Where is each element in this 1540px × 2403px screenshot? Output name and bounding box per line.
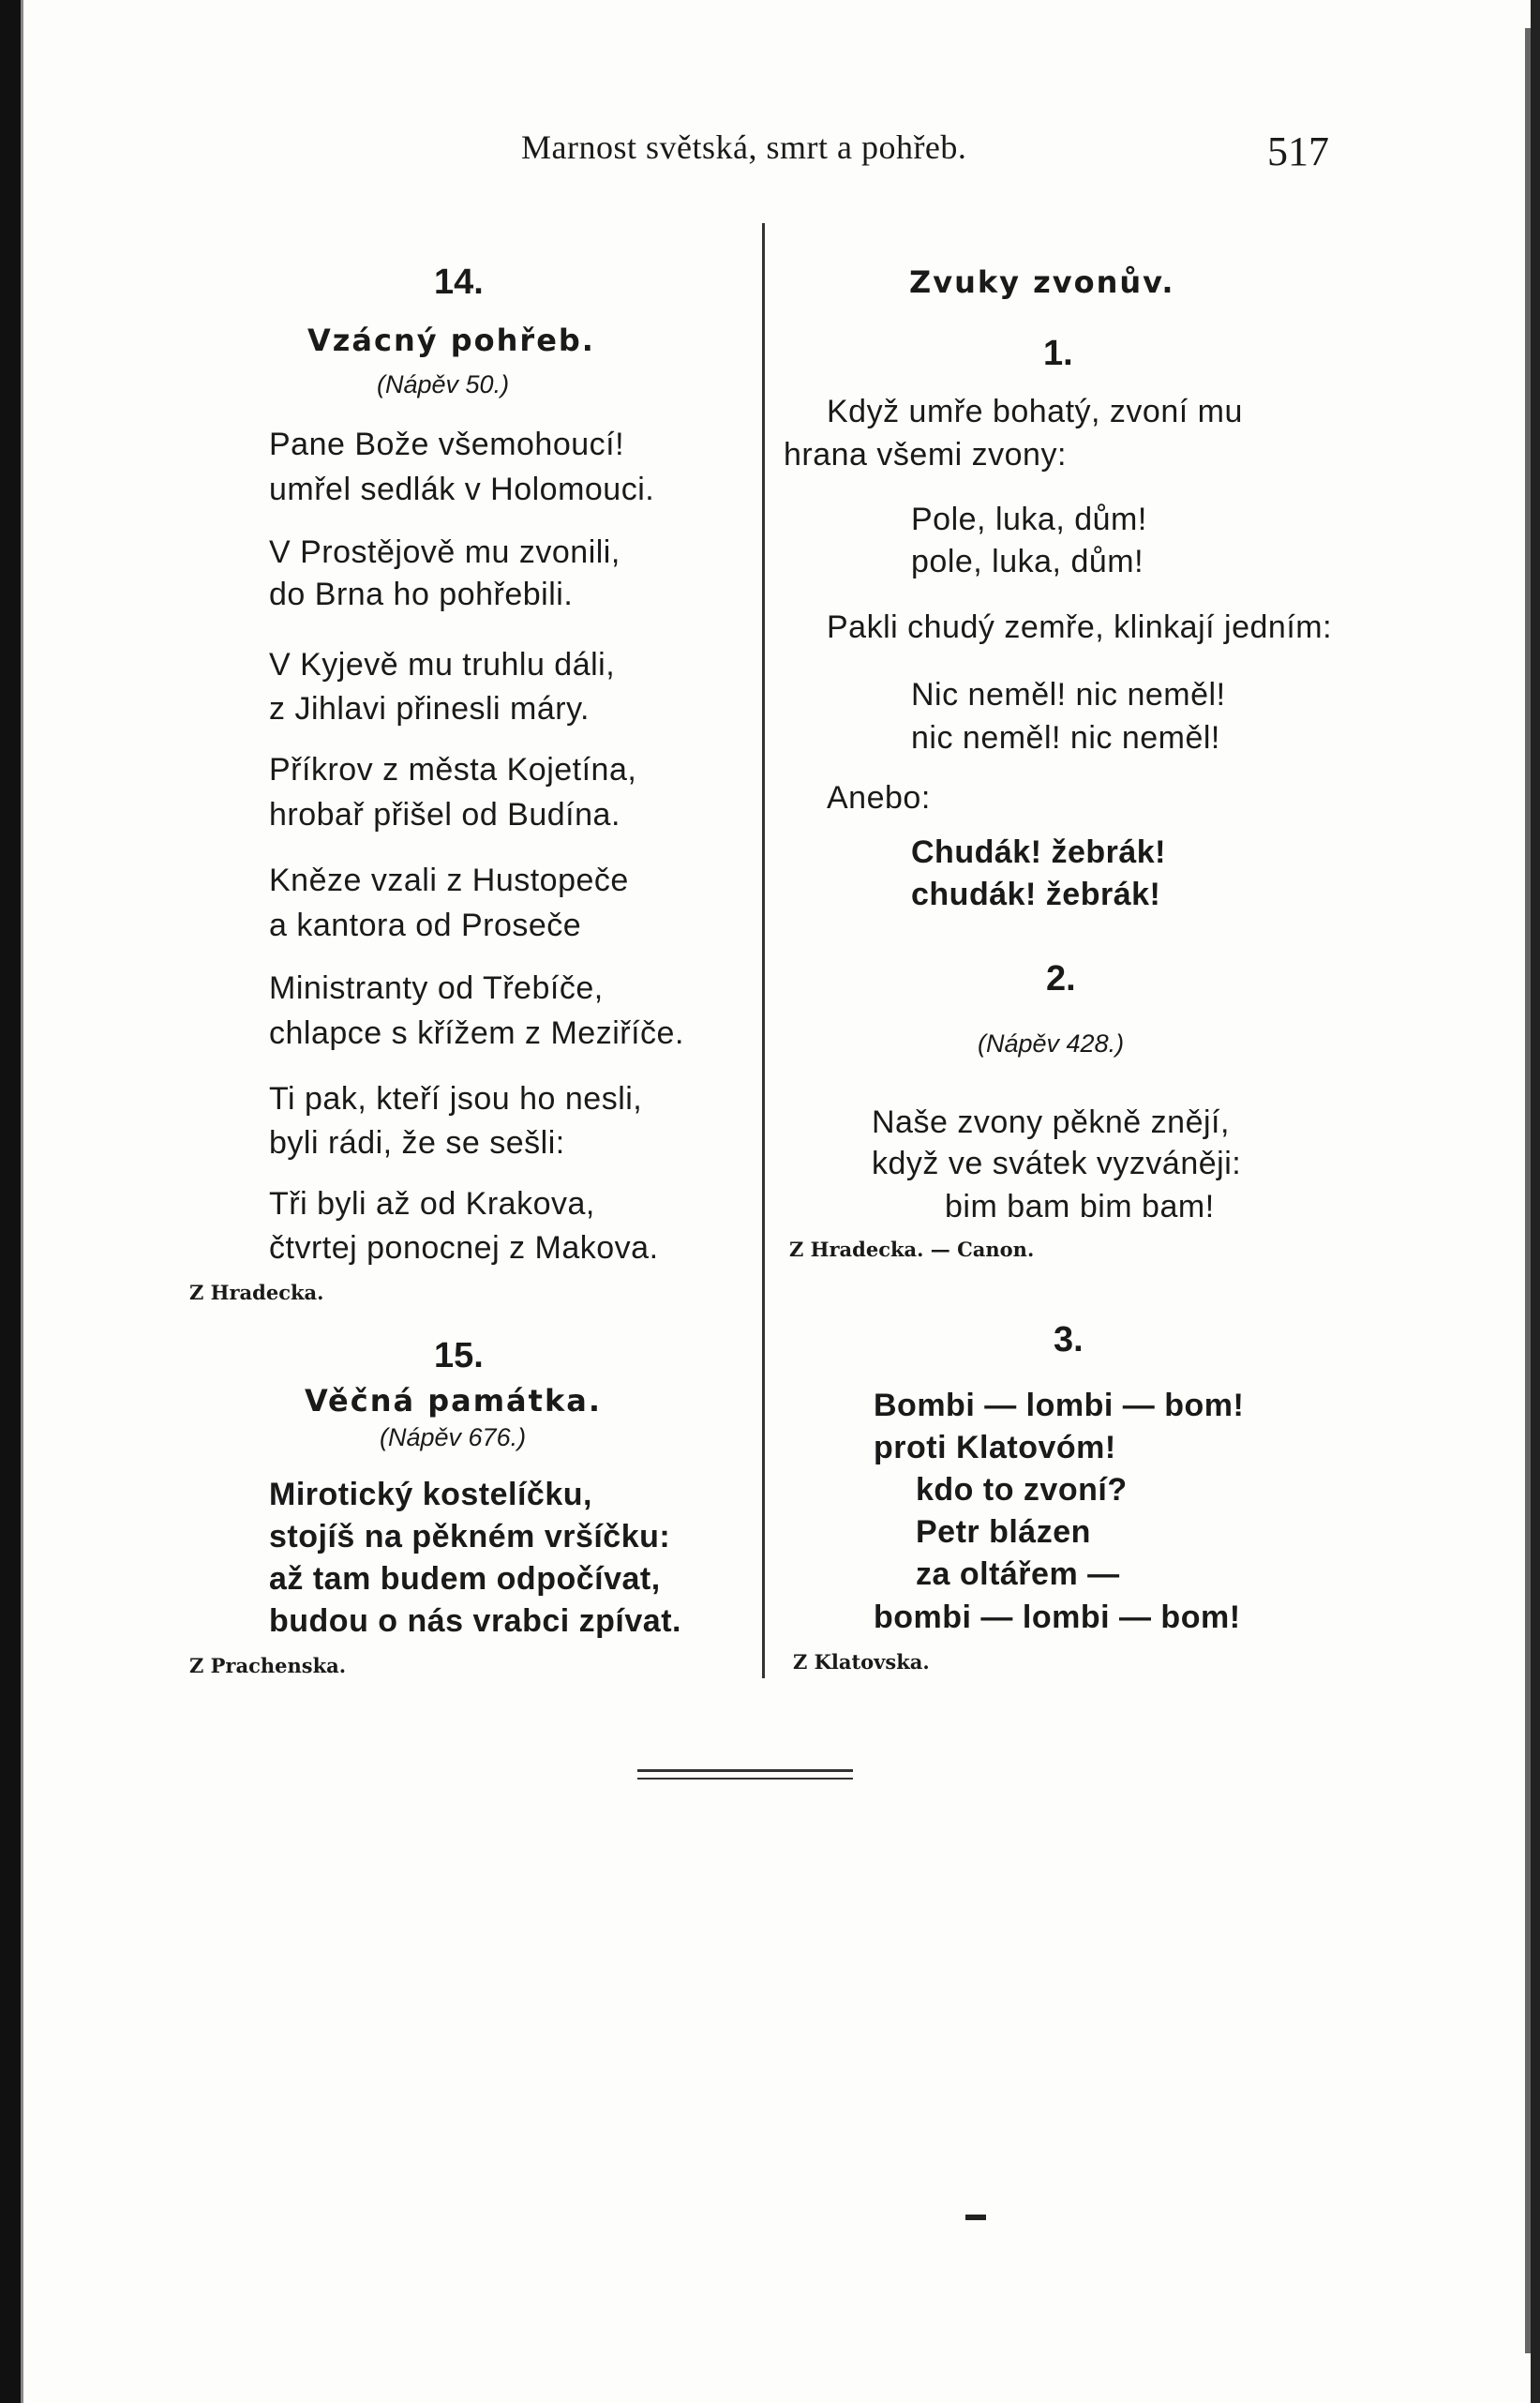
verse-line: hrana všemi zvony:	[784, 437, 1067, 473]
song-number: 2.	[1046, 959, 1076, 999]
scan-edge-left-inner	[21, 0, 23, 2403]
verse-line: kdo to zvoní?	[916, 1472, 1128, 1508]
verse-line: V Kyjevě mu truhlu dáli,	[269, 647, 616, 683]
napev-reference: (Nápěv 50.)	[377, 370, 510, 398]
song-origin: Z Prachenska.	[189, 1654, 347, 1677]
verse-line: V Prostějově mu zvonili,	[269, 534, 620, 570]
printer-mark	[965, 2215, 986, 2220]
column-divider	[762, 223, 765, 1678]
verse-line: Pakli chudý zemře, klinkají jedním:	[827, 609, 1333, 645]
verse-line: čtvrtej ponocnej z Makova.	[269, 1230, 659, 1266]
verse-line: Petr blázen	[916, 1514, 1091, 1550]
verse-line: budou o nás vrabci zpívat.	[269, 1603, 681, 1639]
verse-line: Nic neměl! nic neměl!	[911, 677, 1226, 713]
verse-line: Chudák! žebrák!	[911, 834, 1166, 870]
napev-reference: (Nápěv 428.)	[978, 1029, 1125, 1058]
verse-line: pole, luka, dům!	[911, 544, 1144, 579]
verse-line: hrobař přišel od Budína.	[269, 797, 620, 833]
verse-line: Bombi — lombi — bom!	[874, 1388, 1245, 1423]
verse-line: nic neměl! nic neměl!	[911, 720, 1220, 756]
verse-line: Tři byli až od Krakova,	[269, 1186, 595, 1222]
verse-line: byli rádi, že se sešli:	[269, 1125, 565, 1161]
song-title: Věčná památka.	[305, 1383, 602, 1419]
verse-line: Pole, luka, dům!	[911, 502, 1147, 537]
verse-line: do Brna ho pohřebili.	[269, 577, 574, 612]
verse-line: za oltářem —	[916, 1556, 1120, 1592]
running-title: Marnost světská, smrt a pohřeb.	[521, 128, 967, 166]
verse-line: bombi — lombi — bom!	[874, 1599, 1241, 1635]
verse-line: Mirotický kostelíčku,	[269, 1477, 592, 1512]
end-rule-top	[637, 1769, 853, 1772]
verse-line: a kantora od Proseče	[269, 908, 582, 943]
end-rule-bottom	[637, 1778, 853, 1780]
scan-edge-right-strip	[1525, 28, 1531, 2353]
song-origin: Z Klatovska.	[793, 1650, 930, 1674]
song-title: Vzácný pohřeb.	[307, 323, 595, 358]
song-origin: Z Hradecka.	[189, 1281, 324, 1304]
verse-line: z Jihlavi přinesli máry.	[269, 691, 591, 727]
verse-line: chlapce s křížem z Meziříče.	[269, 1015, 684, 1051]
verse-line: bim bam bim bam!	[945, 1189, 1215, 1224]
song-origin: Z Hradecka. — Canon.	[789, 1238, 1035, 1261]
verse-line: Pane Bože všemohoucí!	[269, 427, 625, 462]
scan-edge-left	[0, 0, 21, 2403]
page-number: 517	[1267, 128, 1329, 174]
verse-line: Kněze vzali z Hustopeče	[269, 863, 629, 898]
napev-reference: (Nápěv 676.)	[380, 1423, 527, 1451]
verse-line: až tam budem odpočívat,	[269, 1561, 661, 1597]
scan-edge-right	[1531, 0, 1540, 2403]
verse-line: když ve svátek vyzváněji:	[872, 1146, 1242, 1181]
verse-line: proti Klatovóm!	[874, 1430, 1116, 1465]
song-number: 14.	[434, 263, 484, 302]
verse-line: Příkrov z města Kojetína,	[269, 752, 637, 788]
verse-line: Anebo:	[827, 780, 931, 816]
verse-line: Ministranty od Třebíče,	[269, 970, 604, 1006]
song-number: 1.	[1043, 334, 1073, 373]
song-number: 15.	[434, 1336, 484, 1375]
verse-line: Ti pak, kteří jsou ho nesli,	[269, 1081, 643, 1117]
song-number: 3.	[1054, 1320, 1084, 1359]
verse-line: stojíš na pěkném vršíčku:	[269, 1519, 671, 1554]
verse-line: umřel sedlák v Holomouci.	[269, 472, 655, 507]
verse-line: Když umře bohatý, zvoní mu	[827, 394, 1243, 429]
verse-line: Naše zvony pěkně znějí,	[872, 1104, 1230, 1140]
section-title: Zvuky zvonův.	[909, 264, 1175, 300]
verse-line: chudák! žebrák!	[911, 877, 1161, 912]
